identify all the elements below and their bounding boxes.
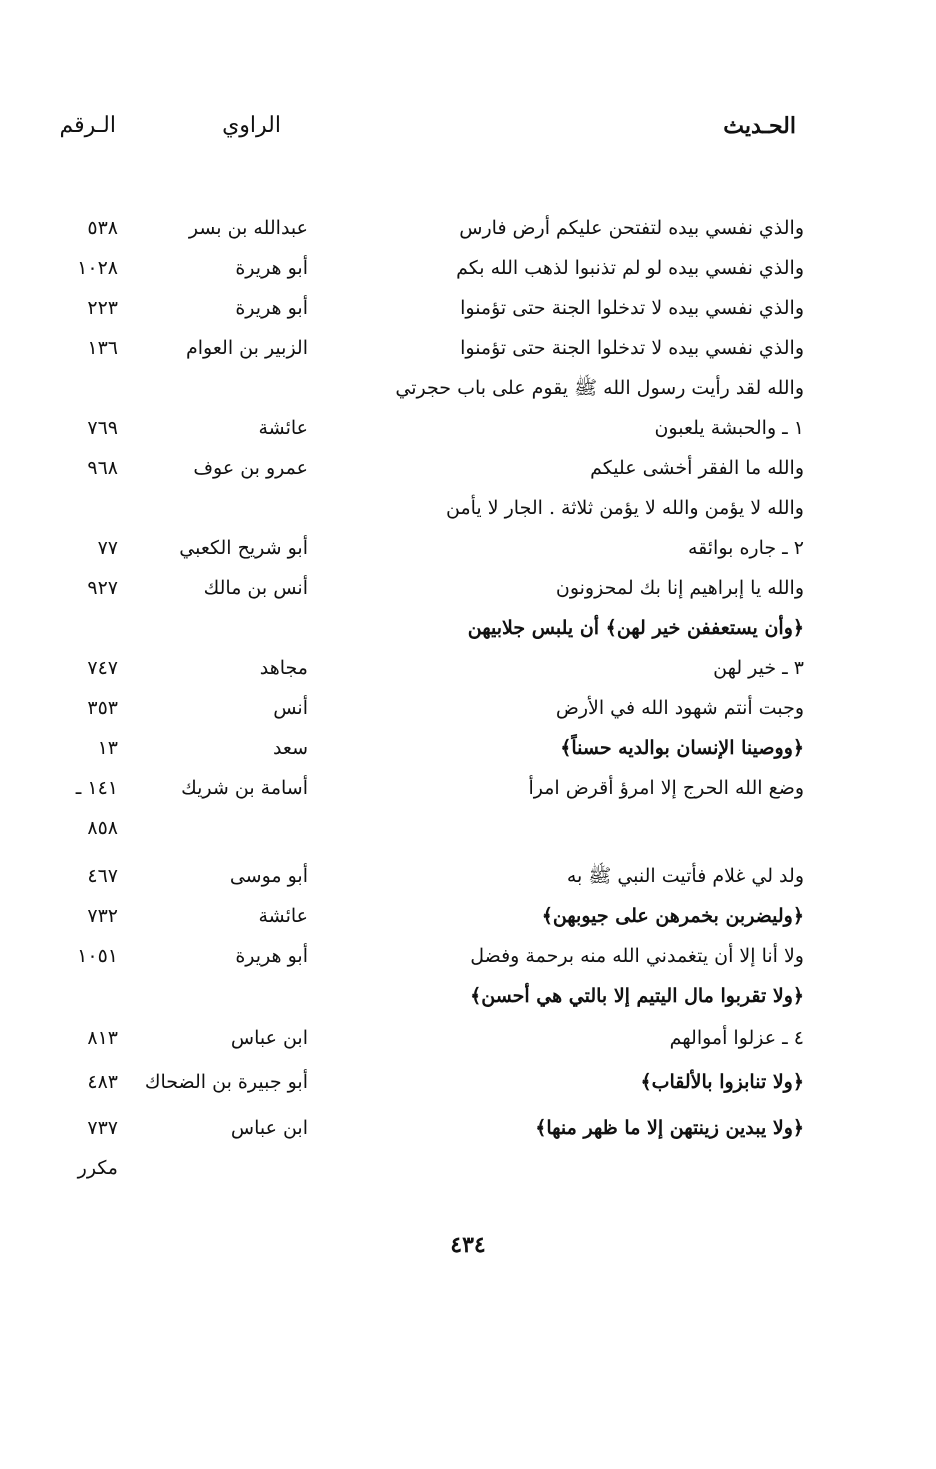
header-hadith: الحـديث [723,113,796,139]
table-row [0,808,936,848]
table-row [0,1062,936,1102]
hadith-number: ٤٦٧ [87,865,118,887]
hadith-text: والذي نفسي بيده لا تدخلوا الجنة حتى تؤمنوا [460,297,804,319]
hadith-text: ﴿وليضربن بخمرهن على جيوبهن﴾ [541,905,804,927]
hadith-text: وجبت أنتم شهود الله في الأرض [555,697,804,719]
table-row [0,768,936,808]
table-row [0,1148,936,1188]
header-rawi: الراوي [222,113,281,138]
narrator: مجاهد [259,657,308,679]
hadith-text: ٢ ـ جاره بوائقه [687,537,804,559]
narrator: أبو جبيرة بن الضحاك [144,1071,308,1093]
hadith-text: ٣ ـ خير لهن [713,657,804,679]
hadith-number: ٥٣٨ [87,217,118,239]
hadith-text: ولا أنا إلا أن يتغمدني الله منه برحمة وفضل [470,945,804,967]
table-row [0,608,936,648]
narrator: أبو هريرة [235,297,308,319]
hadith-number: ٩٢٧ [87,577,118,599]
hadith-number: ٣٥٣ [87,697,118,719]
hadith-text: والله لا يؤمن والله لا يؤمن ثلاثة . الجار لا يأمن [446,497,804,519]
hadith-number: ٨٥٨ [87,817,118,839]
table-row [0,648,936,688]
table-row [0,288,936,328]
narrator: أنس [273,697,308,719]
table-row [0,896,936,936]
table-row [0,248,936,288]
hadith-text: ولد لي غلام فأتيت النبي ﷺ به [566,865,804,887]
narrator: سعد [272,737,308,759]
narrator: عبدالله بن بسر [188,217,308,239]
narrator: ابن عباس [230,1027,308,1049]
narrator: عائشة [258,905,308,927]
table-row [0,568,936,608]
table-row [0,728,936,768]
hadith-number: ١٣٦ [87,337,118,359]
narrator: أبو موسى [229,865,308,887]
hadith-number: ١٠٥١ [77,945,118,967]
hadith-number: ٨١٣ [87,1027,118,1049]
hadith-number: ٧٣٢ [87,905,118,927]
hadith-text: والذي نفسي بيده لتفتحن عليكم أرض فارس [459,217,804,239]
table-row [0,976,936,1016]
hadith-text: ﴿ووصينا الإنسان بوالديه حسناً﴾ [560,737,804,759]
table-row [0,856,936,896]
hadith-text: ٤ ـ عزلوا أموالهم [669,1027,804,1049]
hadith-number: مكرر [77,1157,118,1179]
hadith-number: ١٠٢٨ [77,257,118,279]
narrator: أنس بن مالك [203,577,308,599]
table-row [0,1018,936,1058]
hadith-number: ١٤١ ـ [75,777,118,799]
table-row [0,528,936,568]
narrator: ابن عباس [230,1117,308,1139]
hadith-text: ﴿وأن يستعففن خير لهن﴾ أن يلبس جلابيهن [467,617,804,639]
narrator: أبو هريرة [235,945,308,967]
narrator: أسامة بن شريك [181,777,308,799]
hadith-text: والذي نفسي بيده لا تدخلوا الجنة حتى تؤمنوا [460,337,804,359]
hadith-text: ﴿ولا تقربوا مال اليتيم إلا بالتي هي أحسن﴾ [470,985,804,1007]
hadith-number: ٧٦٩ [87,417,118,439]
hadith-text: والله يا إبراهيم إنا بك لمحزونون [555,577,804,599]
narrator: عائشة [258,417,308,439]
table-row [0,688,936,728]
table-row [0,408,936,448]
hadith-text: ﴿ولا يبدين زينتهن إلا ما ظهر منها﴾ [535,1117,804,1139]
hadith-number: ٧٧ [97,537,118,559]
hadith-number: ٧٤٧ [87,657,118,679]
narrator: الزبير بن العوام [186,337,308,359]
table-row [0,1108,936,1148]
narrator: أبو هريرة [235,257,308,279]
table-row [0,488,936,528]
table-row [0,328,936,368]
narrator: عمرو بن عوف [193,457,308,479]
hadith-text: والله ما الفقر أخشى عليكم [590,457,804,479]
table-row [0,208,936,248]
page-number: ٤٣٤ [450,1232,486,1258]
table-row [0,936,936,976]
hadith-number: ٤٨٣ [87,1071,118,1093]
hadith-number: ٢٢٣ [87,297,118,319]
hadith-text: وضع الله الحرج إلا امرؤ أقرض امرأ [528,777,804,799]
table-row [0,448,936,488]
hadith-text: والله لقد رأيت رسول الله ﷺ يقوم على باب حجرتي [395,377,804,399]
table-row [0,368,936,408]
hadith-text: والذي نفسي بيده لو لم تذنبوا لذهب الله بكم [456,257,804,279]
hadith-text: ﴿ولا تنابزوا بالألقاب﴾ [640,1071,804,1093]
hadith-number: ٩٦٨ [87,457,118,479]
hadith-text: ١ ـ والحبشة يلعبون [654,417,804,439]
narrator: أبو شريح الكعبي [179,537,308,559]
hadith-number: ٧٣٧ [87,1117,118,1139]
hadith-number: ١٣ [97,737,118,759]
header-raqm: الـرقم [59,113,116,138]
